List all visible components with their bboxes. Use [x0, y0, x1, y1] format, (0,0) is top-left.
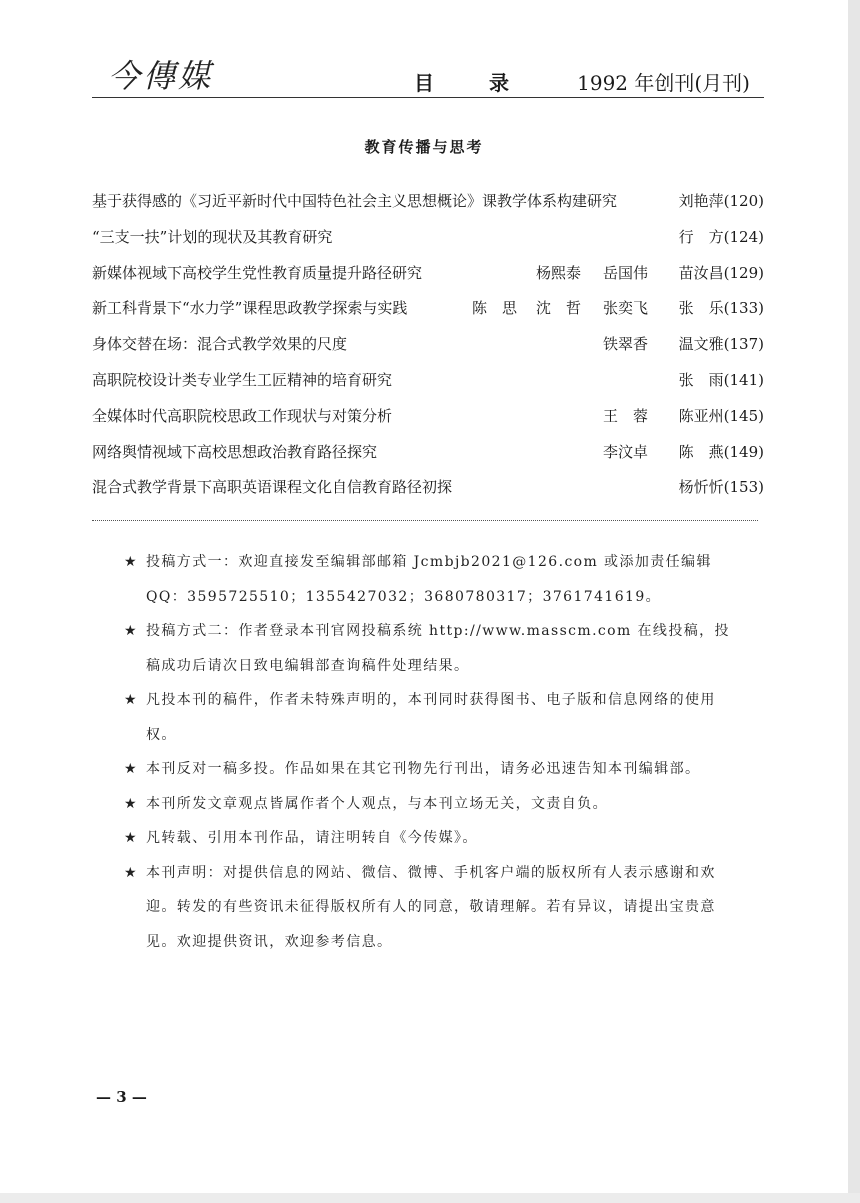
toc-entry-title: 基于获得感的《习近平新时代中国特色社会主义思想概论》课教学体系构建研究: [92, 192, 618, 210]
star-icon: ★: [124, 692, 138, 708]
notice-list: [120, 545, 740, 959]
star-icon: ★: [124, 623, 138, 639]
toc-entry-title: 高职院校设计类专业学生工匠精神的培育研究: [92, 370, 393, 389]
toc-entry-author: 杨熙泰: [536, 263, 582, 282]
toc-entry: [92, 369, 764, 405]
toc-entry-author-page: 温文雅(137): [678, 335, 764, 354]
toc-entry: [92, 190, 764, 226]
toc-entry-title: 新媒体视域下高校学生党性教育质量提升路径研究: [92, 263, 423, 282]
header-rule: [92, 97, 764, 98]
page-number: — 3 —: [96, 1088, 147, 1106]
toc-entry: [92, 262, 764, 298]
notice-text: 本刊反对一稿多投。作品如果在其它刊物先行刊出，请务必迅速告知本刊编辑部。: [146, 761, 701, 777]
founding-note: 1992 年创刊(月刊): [577, 71, 750, 95]
toc-entry-title: 网络舆情视域下高校思想政治教育路径探究: [92, 442, 378, 461]
notice-text: 本刊声明：对提供信息的网站、微信、微博、手机客户端的版权所有人表示感谢和欢迎。转发的有些资讯未征得版权所有人的同意，敬请理解。若有异议，请提出宝贵意见。欢迎提供资讯，欢迎参考信息。: [146, 864, 716, 950]
notice-item: [120, 787, 740, 822]
journal-logo: 今傳媒: [108, 57, 214, 95]
toc-entry-title: 全媒体时代高职院校思政工作现状与对策分析: [92, 406, 393, 425]
notice-text: 本刊所发文章观点皆属作者个人观点，与本刊立场无关，文责自负。: [146, 795, 608, 812]
toc-entry-title: 身体交替在场：混合式教学效果的尺度: [92, 335, 348, 354]
star-icon: ★: [124, 864, 138, 881]
star-icon: ★: [124, 830, 138, 846]
notice-item: [120, 614, 740, 683]
star-icon: ★: [124, 761, 138, 777]
toc-heading: 目 录: [414, 71, 533, 95]
toc-entry: [92, 333, 764, 369]
toc-entry-author-page: 行 方(124): [678, 227, 764, 246]
star-icon: ★: [124, 554, 138, 570]
notice-item: [120, 821, 740, 856]
toc-entry-author-page: 杨忻忻(153): [678, 478, 764, 497]
toc-entry-author-page: 张 雨(141): [678, 370, 764, 389]
toc-entry-author: 张奕飞: [603, 299, 649, 318]
toc-list: [92, 190, 764, 512]
toc-entry-author: 陈 思: [472, 299, 518, 318]
toc-entry-author: 王 蓉: [603, 406, 649, 425]
star-icon: ★: [124, 795, 138, 812]
toc-entry-author-page: 刘艳萍(120): [678, 192, 764, 210]
page-edge-bottom: [0, 1193, 860, 1203]
notice-text: 凡转载、引用本刊作品，请注明转自《今传媒》。: [146, 830, 478, 846]
toc-entry-author: 岳国伟: [603, 263, 649, 282]
toc-entry-title: 混合式教学背景下高职英语课程文化自信教育路径初探: [92, 478, 453, 497]
notice-item: [120, 856, 740, 960]
notice-item: [120, 752, 740, 787]
toc-entry-author-page: 张 乐(133): [678, 299, 764, 318]
toc-entry: [92, 441, 764, 477]
dotted-divider: [92, 520, 758, 521]
toc-entry-title: “三支一扶”计划的现状及其教育研究: [92, 227, 333, 246]
toc-entry-author-page: 陈 燕(149): [678, 442, 764, 461]
toc-entry: [92, 226, 764, 262]
toc-entry-author-page: 苗汝昌(129): [678, 263, 764, 282]
notice-item: [120, 683, 740, 752]
notice-text: 投稿方式一：欢迎直接发至编辑部邮箱 Jcmbjb2021@126.com 或添加责任编辑 QQ：3595725510；1355427032；3680780317；3761741619。: [146, 554, 712, 605]
notice-text: 凡投本刊的稿件，作者未特殊声明的，本刊同时获得图书、电子版和信息网络的使用权。: [146, 692, 716, 743]
toc-entry-title: 新工科背景下“水力学”课程思政教学探索与实践: [92, 299, 408, 318]
notice-item: [120, 545, 740, 614]
notice-text: 投稿方式二：作者登录本刊官网投稿系统 http://www.masscm.com 在线投稿，投稿成功后请次日致电编辑部查询稿件处理结果。: [146, 623, 730, 674]
section-title: 教育传播与思考: [364, 138, 484, 156]
toc-entry-author: 铁翠香: [603, 335, 649, 354]
toc-entry: [92, 297, 764, 333]
toc-entry-author-page: 陈亚州(145): [678, 406, 764, 425]
toc-entry-author: 沈 哲: [536, 299, 582, 318]
toc-entry: [92, 405, 764, 441]
toc-entry-author: 李汶卓: [603, 442, 649, 461]
toc-entry: [92, 476, 764, 512]
page-edge-right: [848, 0, 860, 1203]
